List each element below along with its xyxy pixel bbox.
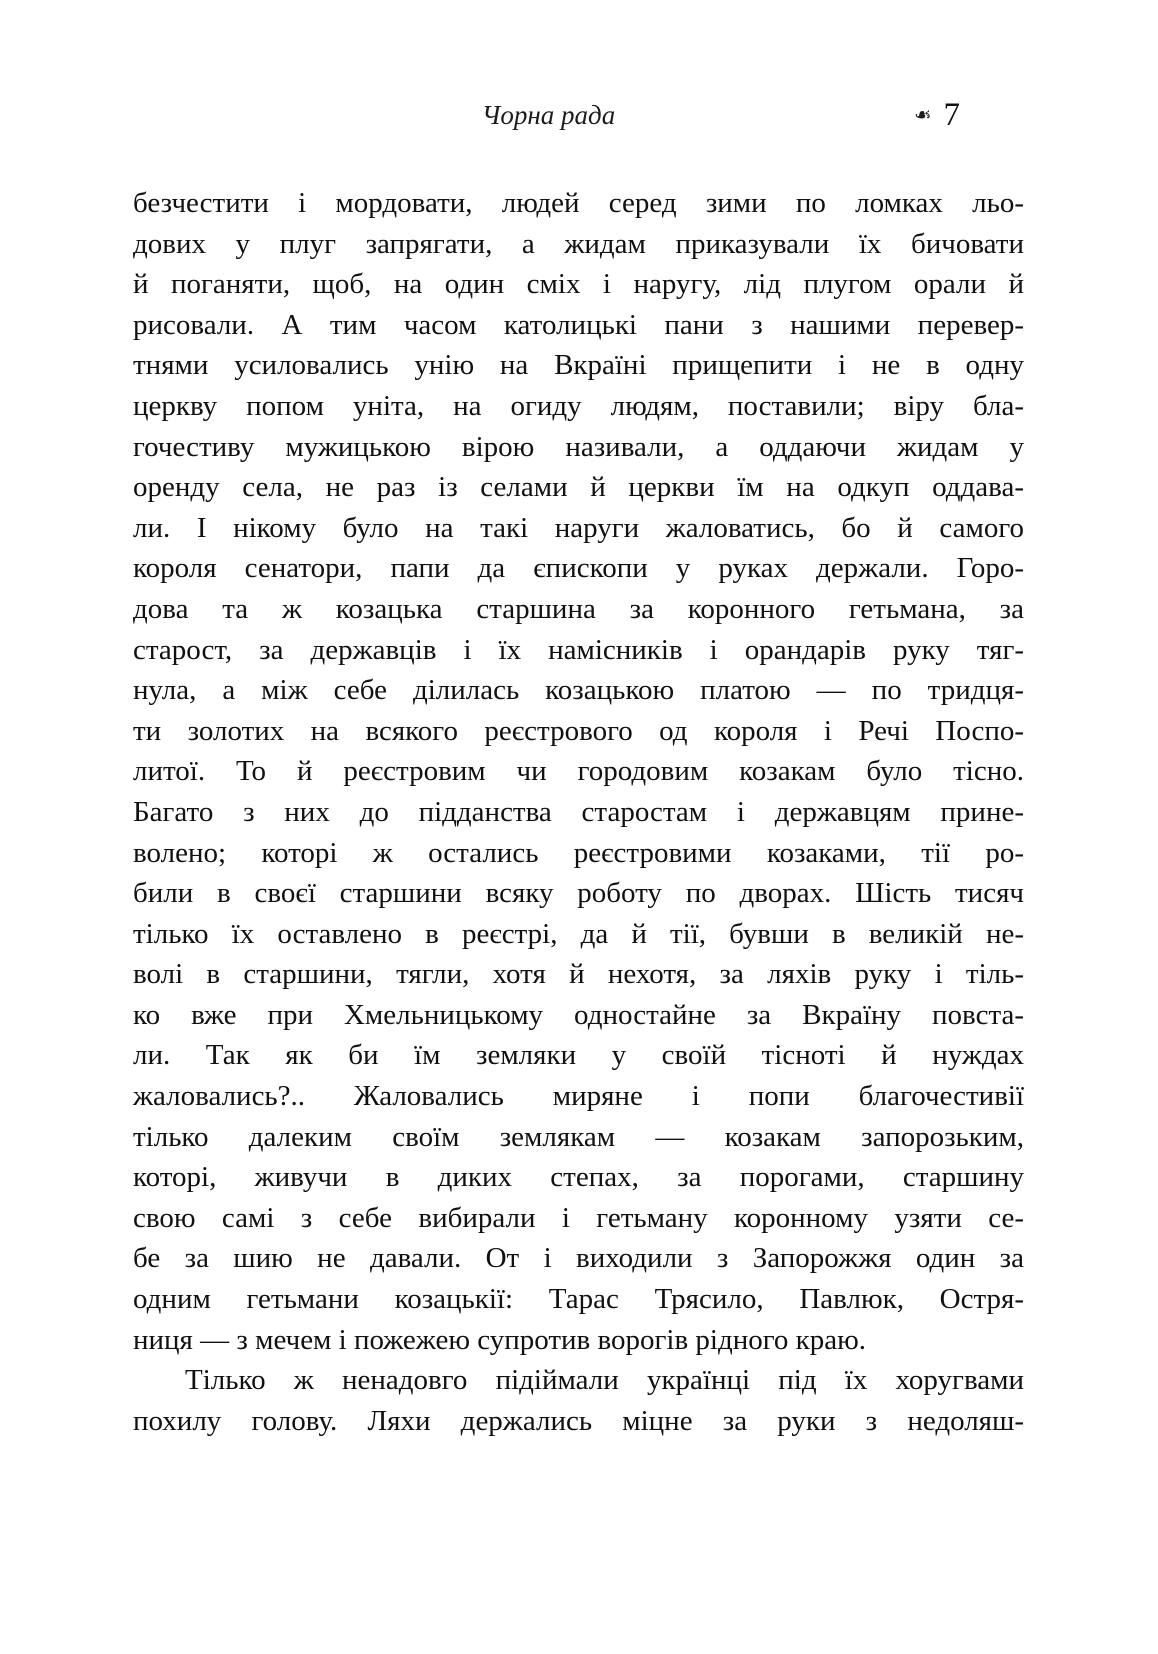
text-line: оренду села, не раз із селами й церкви їм на одкуп оддава- (133, 471, 1024, 504)
text-line: дова та ж козацька старшина за коронного гетьмана, за (133, 592, 1024, 625)
text-line: нула, а між себе ділилась козацькою платою — по тридця- (133, 674, 1024, 707)
body-text (133, 183, 1024, 1441)
text-line: ли. І нікому було на такі наруги жаловатись, бо й самого (133, 511, 1024, 544)
text-line: рисовали. А тим часом католицькі пани з нашими перевер- (133, 308, 1024, 341)
text-line: волі в старшини, тягли, хотя й нехотя, за ляхів руку і тіль- (133, 958, 1024, 991)
text-line: ти золотих на всякого реєстрового од короля і Речі Поспо- (133, 714, 1024, 747)
text-line: волено; которі ж остались реєстровими козаками, тії ро- (133, 836, 1024, 869)
text-line: дових у плуг запрягати, а жидам приказували їх бичовати (133, 227, 1024, 260)
page-number: 7 (943, 97, 960, 133)
text-line: литої. То й реєстровим чи городовим козакам було тісно. (133, 755, 1024, 788)
text-line: гочестиву мужицькою вірою називали, а оддаючи жидам у (133, 430, 1024, 463)
text-line: тілько їх оставлено в реєстрі, да й тії, бувши в великій не- (133, 917, 1024, 950)
text-line: Багато з них до підданства старостам і державцям прине- (133, 795, 1024, 828)
text-line: жаловались?.. Жаловались миряне і попи благочестивії (133, 1080, 1024, 1113)
text-line: тнями усиловались унію на Вкраїні прищепити і не в одну (133, 349, 1024, 382)
text-line: ко вже при Хмельницькому одностайне за Вкраїну повста- (133, 998, 1024, 1031)
text-line: ниця — з мечем і пожежею супротив ворогів рідного краю. (133, 1323, 867, 1356)
running-title: Чорна рада (481, 100, 616, 130)
page-header (133, 97, 1024, 133)
text-line: старост, за державців і їх намісників і орандарів руку тяг- (133, 633, 1024, 666)
text-line: церкву попом уніта, на огиду людям, поставили; віру бла- (133, 389, 1024, 422)
text-line: похилу голову. Ляхи держались міцне за руки з недоляш- (133, 1404, 1024, 1437)
text-line: Тілько ж ненадовго підіймали українці під їх хоругвами (185, 1364, 1024, 1397)
text-line: ли. Так як би їм земляки у своїй тісноті й нуждах (133, 1039, 1024, 1072)
text-line: безчестити і мордовати, людей серед зими по ломках льо- (133, 187, 1024, 219)
text-line: короля сенатори, папи да єпископи у руках держали. Горо- (133, 552, 1024, 585)
fleuron-icon: ❧ (913, 102, 932, 127)
text-line: били в своєї старшини всяку роботу по дворах. Шість тисяч (133, 877, 1024, 910)
text-line: одним гетьмани козацькії: Тарас Трясило, Павлюк, Остря- (133, 1283, 1024, 1316)
text-line: которі, живучи в диких степах, за порогами, старшину (133, 1161, 1024, 1194)
text-line: й поганяти, щоб, на один сміх і наругу, лід плугом орали й (133, 268, 1024, 301)
page-number-group (914, 97, 960, 133)
text-line: бе за шию не давали. От і виходили з Запорожжя один за (133, 1242, 1024, 1275)
text-block (133, 97, 1024, 1441)
text-line: свою самі з себе вибирали і гетьману коронному узяти се- (133, 1201, 1024, 1234)
text-line: тілько далеким своїм землякам — козакам запорозьким, (133, 1120, 1024, 1153)
